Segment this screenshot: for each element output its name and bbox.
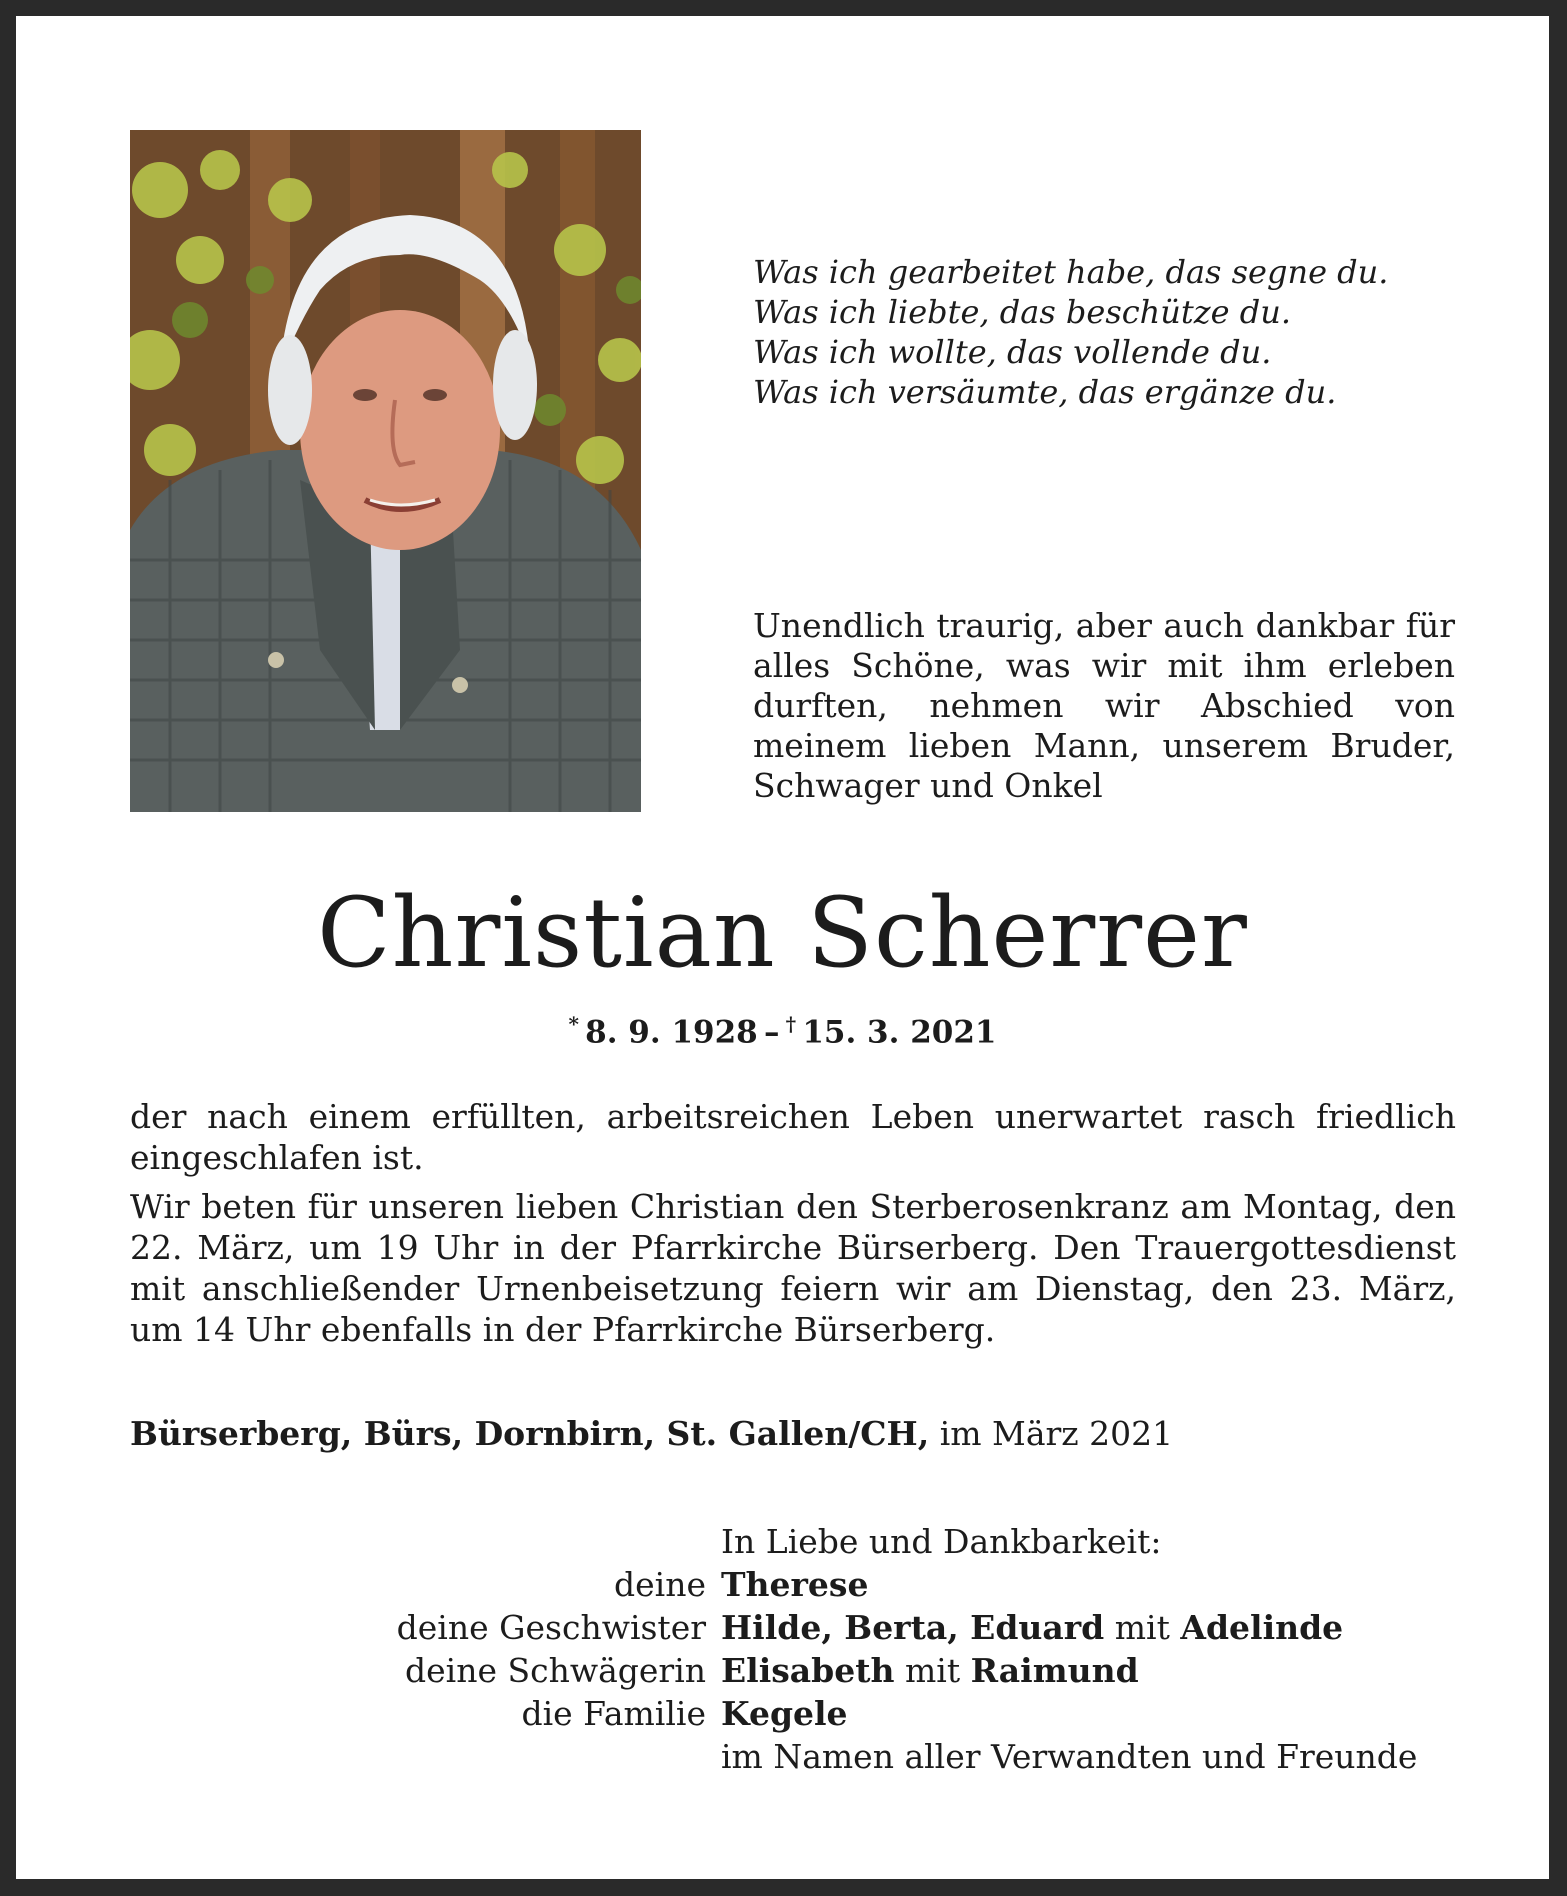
signature-name: Adelinde xyxy=(1180,1608,1344,1647)
verse-line: Was ich versäumte, das ergänze du. xyxy=(753,373,1337,411)
signature-names xyxy=(721,1563,869,1606)
signature-name: Kegele xyxy=(721,1694,848,1733)
signature-relation: die Familie xyxy=(521,1694,706,1733)
verse-line: Was ich wollte, das vollende du. xyxy=(753,333,1272,371)
body-paragraph: der nach einem erfüllten, arbeitsreichen Leben unerwartet rasch friedlich eingeschlafen ist. xyxy=(130,1097,1456,1177)
signature-relation: deine Schwägerin xyxy=(405,1651,706,1690)
signature-name: Raimund xyxy=(970,1651,1139,1690)
place-date-line xyxy=(130,1413,1456,1454)
verse-line: Was ich liebte, das beschütze du. xyxy=(753,293,1291,331)
signature-name: Hilde, Berta, Eduard xyxy=(721,1608,1105,1647)
signature-row xyxy=(16,1563,1549,1606)
body-paragraph: Wir beten für unseren lieben Christian den Sterberosenkranz am Montag, den 22. März, um 19 Uhr in der Pfarrkirche Bürserberg. Den Trauergottesdienst mit anschließender Urnenbeisetzung feiern wir am Dienstag, den 23. März, um 14 Uhr ebenfalls in der Pfarrkirche Bürserberg. xyxy=(130,1187,1456,1349)
obituary-card xyxy=(16,16,1549,1879)
signature-connector: mit xyxy=(1114,1608,1170,1647)
signature-relation: deine Geschwister xyxy=(396,1608,706,1647)
place-locations: Bürserberg, Bürs, Dornbirn, St. Gallen/CH, xyxy=(130,1414,930,1453)
signature-names xyxy=(721,1649,1139,1692)
verse-line: Was ich gearbeitet habe, das segne du. xyxy=(753,253,1389,291)
signature-names xyxy=(721,1606,1343,1649)
life-dates xyxy=(16,1004,1549,1052)
signature-row xyxy=(16,1649,1549,1692)
signature-heading: In Liebe und Dankbarkeit: xyxy=(721,1522,1162,1561)
body-text xyxy=(130,1096,1456,1358)
death-date: 15. 3. 2021 xyxy=(802,1014,997,1051)
signature-name: Elisabeth xyxy=(721,1651,895,1690)
signature-row xyxy=(16,1692,1549,1735)
signature-connector: mit xyxy=(905,1651,961,1690)
death-symbol: † xyxy=(785,1012,797,1036)
signature-name: Therese xyxy=(721,1565,869,1604)
deceased-name: Christian Scherrer xyxy=(317,877,1248,989)
signature-relation: deine xyxy=(614,1565,706,1604)
poem-verse xyxy=(753,252,1493,412)
date-separator: – xyxy=(763,1014,780,1051)
intro-paragraph: Unendlich traurig, aber auch dankbar für alles Schöne, was wir mit ihm erleben durften, nehmen wir Abschied von meinem lieben Mann, unserem Bruder, Schwager und Onkel xyxy=(753,606,1455,805)
signature-row xyxy=(16,1735,1549,1778)
signature-row xyxy=(16,1606,1549,1649)
signature-closing: im Namen aller Verwandten und Freunde xyxy=(721,1737,1418,1776)
birth-symbol: * xyxy=(568,1012,579,1036)
place-date: im März 2021 xyxy=(939,1414,1174,1453)
portrait-photo-icon xyxy=(130,130,641,812)
birth-date: 8. 9. 1928 xyxy=(585,1014,758,1051)
signature-names xyxy=(721,1692,848,1735)
